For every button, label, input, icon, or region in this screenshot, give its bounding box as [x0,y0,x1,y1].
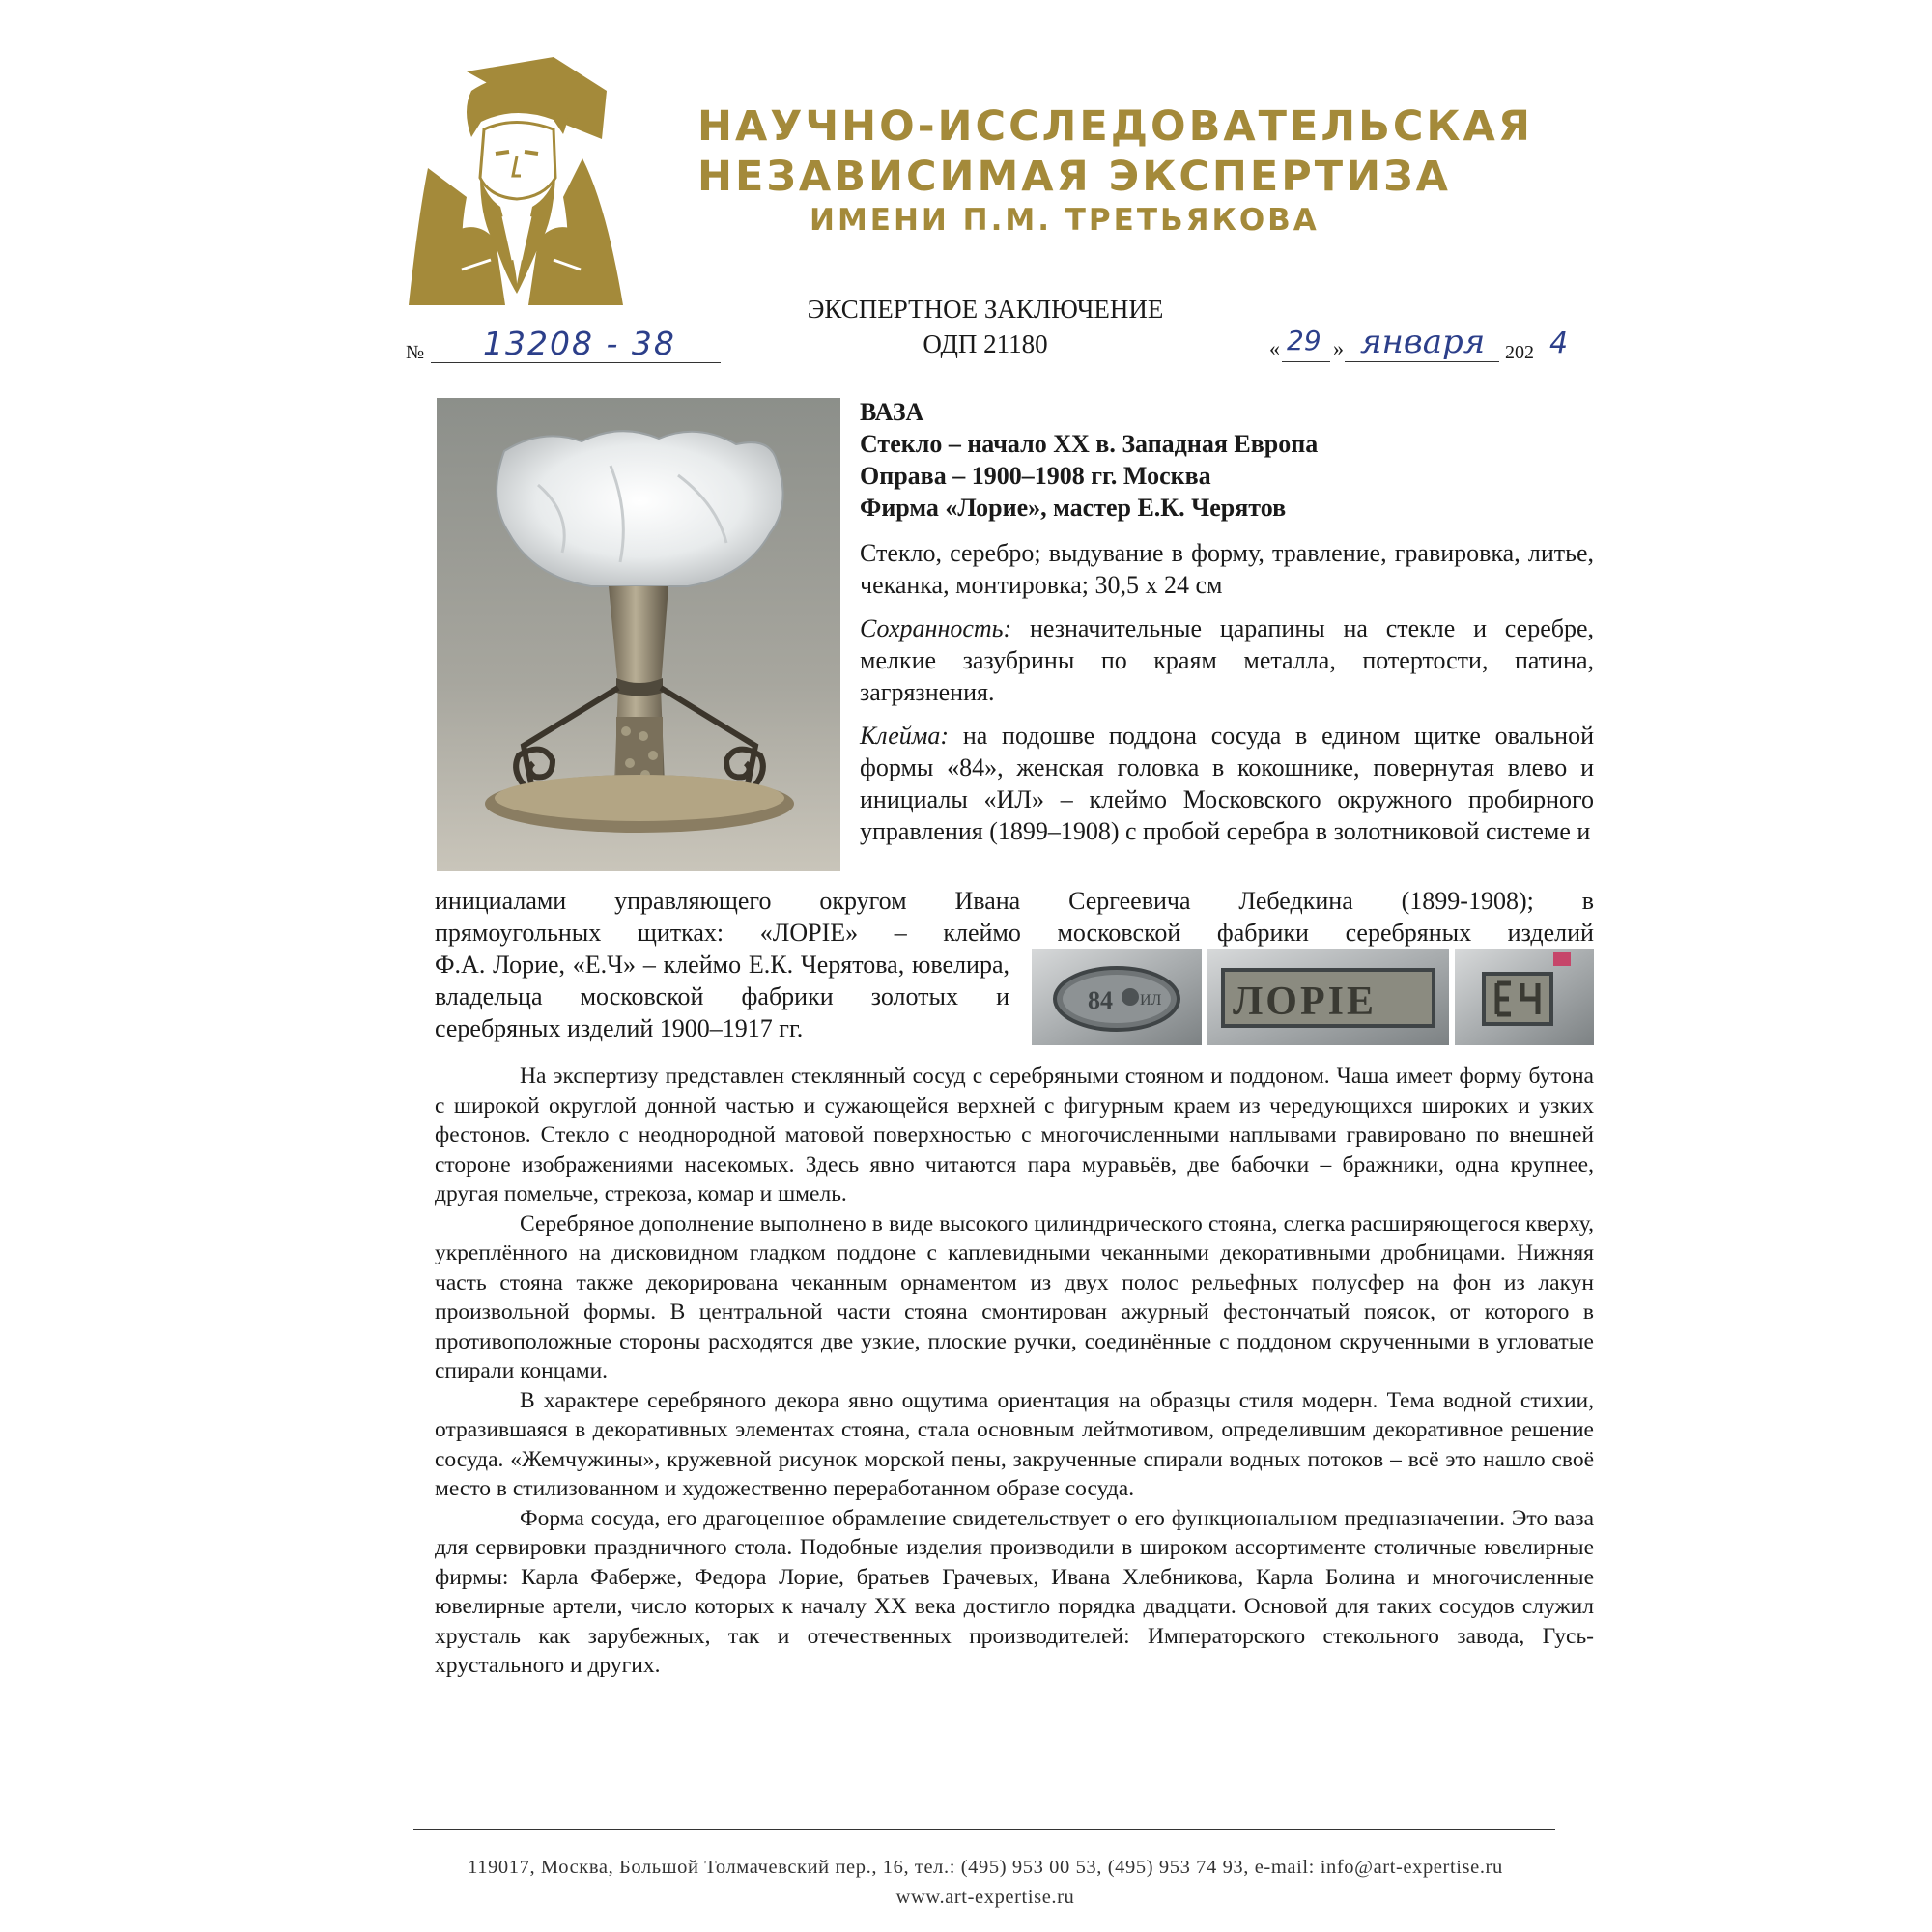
footer-divider [413,1829,1555,1830]
document-title-line: ЭКСПЕРТНОЕ ЗАКЛЮЧЕНИЕ [807,295,1164,324]
marks-text-top: на подошве поддона сосуда в едином щитке овальной формы «84», женская головка в кокошнике, повернутая влево и инициалы «ИЛ» – клеймо Московского окружного пробирного управления (1899–1908) с пробой серебра в золотниковой системе и [860,722,1595,845]
word: в [1581,887,1594,915]
oval-84-hallmark-icon [1032,949,1202,1045]
footer-address: 119017, Москва, Большой Толмачевский пер., 16, тел.: (495) 953 00 53, (495) 953 74 93, e-mail: info@art-expertise.ru [468,1857,1503,1878]
word: московской [1057,919,1181,947]
word: фабрики [1216,919,1309,947]
word: округом [819,887,907,915]
footer-website: www.art-expertise.ru [895,1887,1075,1908]
expertise-body [435,1062,1594,1681]
number-label: № [406,342,425,363]
document-subtitle: ОДП 21180 [923,329,1048,358]
number-underline [431,362,721,363]
date-year-handwritten: 4 [1549,327,1569,360]
word: Ивана [954,887,1021,915]
svg-text:ИЛ: ИЛ [1140,992,1162,1009]
date-open-quote: « [1269,336,1280,360]
item-heading-line: Оправа – 1900–1908 гг. Москва [860,462,1211,490]
body-paragraph: Форма сосуда, его драгоценное обрамление свидетельствует о его функциональном предназначении. Это ваза для сервировки праздничного стола. Подобные изделия производили в широком ассортименте столичные ювелирные фирмы: Карла Фаберже, Федора Лорие, братьев Грачевых, Ивана Хлебникова, Карла Болина и многочисленные ювелирные артели, число которых к началу XX века достигло порядка двадцати. Основой для таких сосудов служил хрусталь как зарубежных, так и отечественных производителей: Императорского стекольного завода, Гусь-хрустального и других. [435,1505,1594,1678]
word: инициалами [435,887,567,915]
hallmarks-strip [1032,949,1594,1045]
lorie-hallmark-text: ЛОРIЕ [1233,980,1377,1024]
materials-text: Стекло, серебро; выдувание в форму, травление, гравировка, литье, чеканка, монтировка; 30,5 х 24 см [860,539,1594,599]
word: Лебедкина [1238,887,1353,915]
marks-text-line-2 [435,917,1594,949]
word: клеймо [943,919,1021,947]
date-day-underline [1282,361,1330,362]
body-paragraph: На экспертизу представлен стеклянный сосуд с серебряными стояном и поддоном. Чаша имеет форму бутона с широкой округлой донной частью и сужающейся верхней с фигурным краем из чередующихся широких и узких фестонов. Стекло с неоднородной матовой поверхностью с многочисленными наплывами гравировано по внешней стороне изображениями насекомых. Здесь явно читаются пара муравьёв, две бабочки – бражники, одна крупнее, другая помельче, стрекоза, комар и шмель. [435,1064,1594,1207]
item-heading [860,396,1594,524]
word: изделий [1507,919,1594,947]
org-name-line-2: НЕЗАВИСИМАЯ ЭКСПЕРТИЗА [697,153,1451,201]
body-paragraph: Серебряное дополнение выполнено в виде высокого цилиндрического стояна, слегка расширяющегося кверху, укреплённого на дисковидном гладком поддоне с каплевидными чеканными декоративными дробницами. Нижняя часть стояна также декорирована чеканным орнаментом из двух полос рельефных полусфер на фон из лакун произвольной формы. В центральной части стояна смонтирован ажурный фестончатый поясок, от которого в противоположные стороны расходятся две узкие, плоские ручки, соединённые с поддоном скрученными в угловатые спирали концами. [435,1210,1594,1383]
word: прямоугольных [435,919,602,947]
word: (1899-1908); [1401,887,1534,915]
marks-text-bottom: Ф.А. Лорие, «Е.Ч» – клеймо Е.К. Черятова, ювелира, владельца московской фабрики золотых и серебряных изделий 1900–1917 гг. [435,951,1009,1042]
word: серебряных [1345,919,1472,947]
item-heading-line: Стекло – начало XX в. Западная Европа [860,430,1319,458]
lorie-hallmark-icon [1208,949,1449,1045]
ech-hallmark-icon [1455,949,1594,1045]
word: Сергеевича [1068,887,1191,915]
word: щитках: [637,919,724,947]
condition-text: незначительные царапины на стекле и серебре, мелкие зазубрины по краям металла, потертости, патина, загрязнения. [860,614,1595,706]
number-handwritten: 13208 - 38 [483,325,676,362]
glass-vase-photo-icon [437,398,840,871]
body-paragraph: В характере серебряного декора явно ощутима ориентация на образцы стиля модерн. Тема водной стихии, отразившаяся в декоративных элементах стояна, стала основным лейтмотивом, определившим декоративное решение сосуда. «Жемчужины», кружевной рисунок морской пены, закрученные спирали водных потоков – всё это нашло своё место в стилизованном и художественно переработанном образе сосуда. [435,1387,1594,1501]
date-month-handwritten: января [1360,323,1486,361]
word: управляющего [614,887,772,915]
condition-block [860,612,1594,708]
condition-label: Сохранность: [860,614,1012,642]
marks-block [860,720,1594,847]
word: «ЛОРIЕ» [759,919,859,947]
org-name-line-3: ИМЕНИ П.М. ТРЕТЬЯКОВА [810,203,1320,238]
item-heading-line: ВАЗА [860,398,924,426]
date-month-underline [1345,361,1499,362]
item-heading-line: Фирма «Лорие», мастер Е.К. Черятов [860,494,1287,522]
svg-text:84: 84 [1088,986,1113,1014]
date-year-prefix: 202 [1505,342,1534,363]
org-name-line-1: НАУЧНО-ИССЛЕДОВАТЕЛЬСКАЯ [697,102,1533,151]
marks-text-line-1 [435,885,1594,917]
word: – [894,919,907,947]
date-close-quote: » [1333,336,1344,360]
date-day-handwritten: 29 [1287,325,1321,356]
marks-label: Клейма: [860,722,950,750]
portrait-engraving-icon [409,52,623,305]
